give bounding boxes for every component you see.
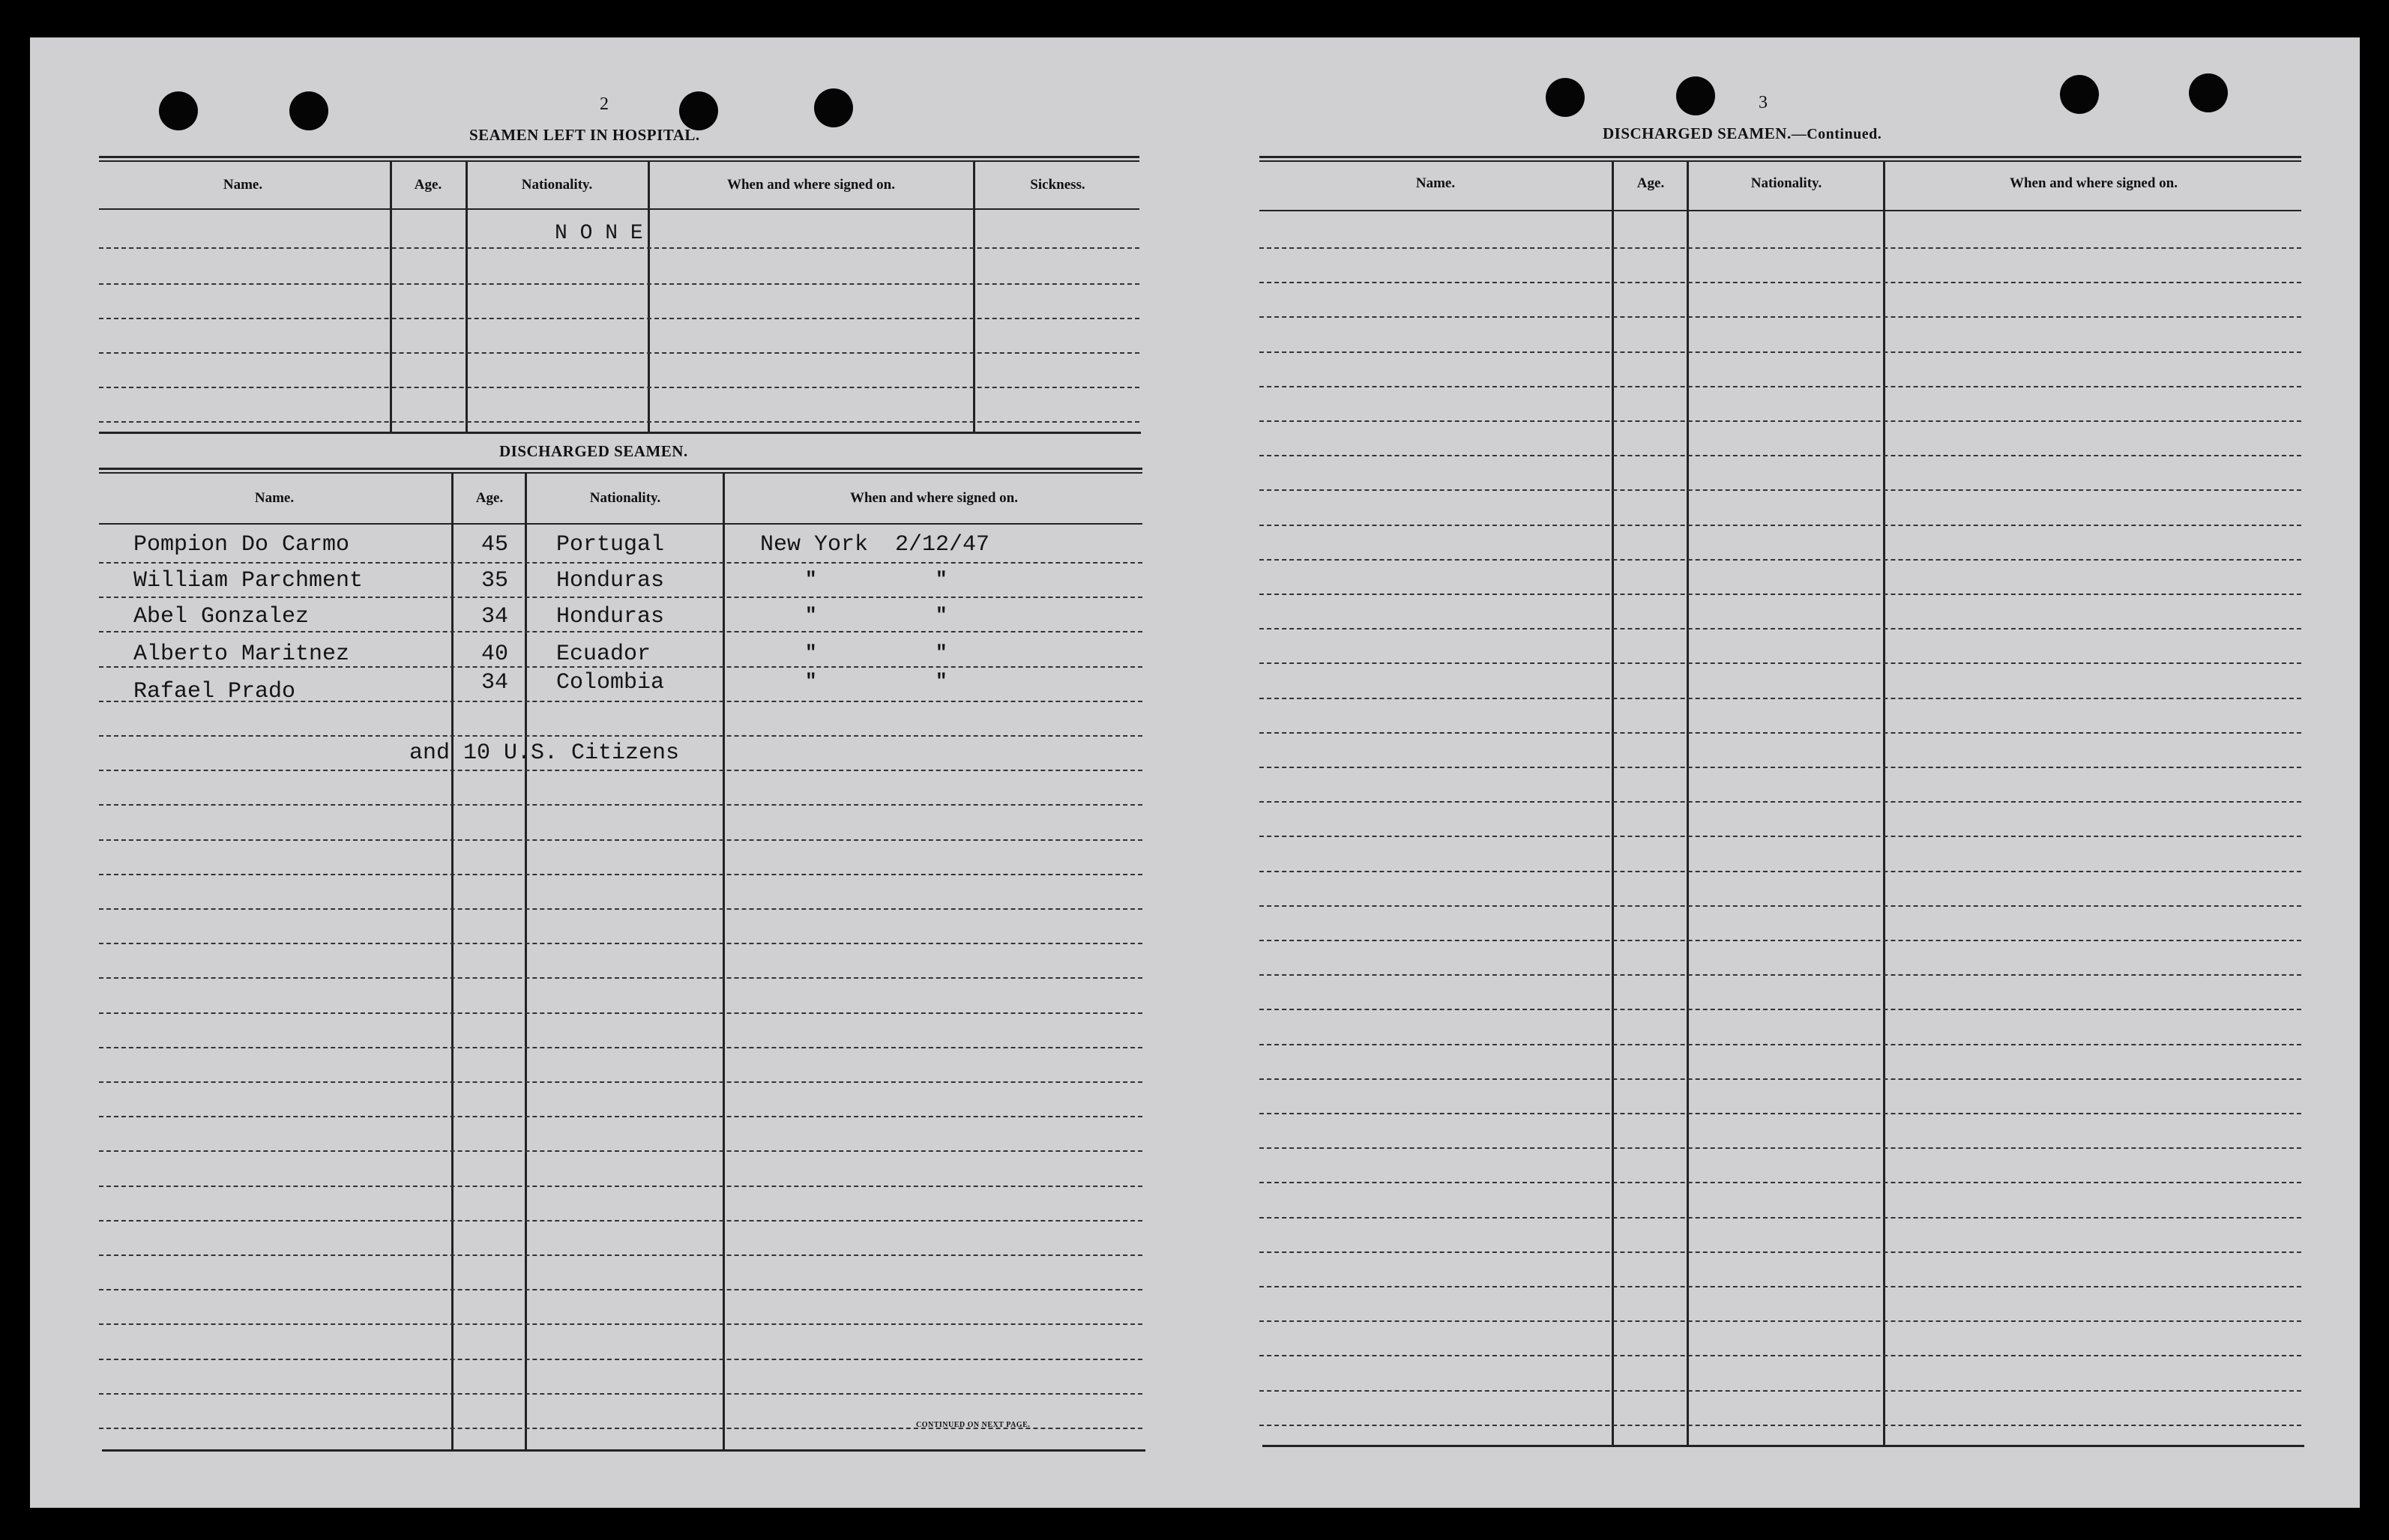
row-rule <box>1259 1113 2301 1114</box>
row-rule <box>99 562 1142 564</box>
row-rule <box>1259 1251 2301 1253</box>
row-rule <box>99 1047 1142 1048</box>
row-rule <box>1259 1078 2301 1080</box>
row-rule <box>99 1359 1142 1360</box>
discharged-continued-title: DISCHARGED SEAMEN.—Continued. <box>1603 124 1882 142</box>
punch-hole-icon <box>159 91 198 130</box>
row-rule <box>99 770 1142 771</box>
seaman-name: Pompion Do Carmo <box>133 532 350 558</box>
continued-header-signed-on: When and where signed on. <box>2009 175 2178 191</box>
ditto-mark-date: " <box>936 604 948 626</box>
hospital-header-age: Age. <box>414 177 442 193</box>
seaman-name: Abel Gonzalez <box>133 604 310 629</box>
row-rule <box>1259 455 2301 456</box>
row-rule <box>1259 1182 2301 1183</box>
discharged-header-signed-on: When and where signed on. <box>849 490 1018 506</box>
row-rule <box>1259 1009 2301 1010</box>
continued-header-nationality: Nationality. <box>1750 175 1822 191</box>
ditto-mark-date: " <box>936 568 948 591</box>
continued-footer: CONTINUED ON NEXT PAGE. <box>916 1421 1031 1429</box>
row-rule <box>99 1012 1142 1014</box>
row-rule <box>1259 662 2301 664</box>
row-rule <box>1259 1425 2301 1426</box>
row-rule <box>99 839 1142 841</box>
hospital-header-nationality: Nationality. <box>521 177 593 193</box>
discharged-header-age: Age. <box>475 490 504 506</box>
hospital-section-title: SEAMEN LEFT IN HOSPITAL. <box>469 126 700 144</box>
row-rule <box>1259 1320 2301 1322</box>
discharged-header-nationality: Nationality. <box>589 490 661 506</box>
hospital-header-signed-on: When and where signed on. <box>726 177 895 193</box>
row-rule <box>1259 871 2301 872</box>
row-rule <box>1259 247 2301 249</box>
page-number-right: 3 <box>1759 93 1768 112</box>
row-rule <box>99 1081 1142 1083</box>
seaman-nationality: Honduras <box>556 568 665 594</box>
row-rule <box>99 1186 1142 1187</box>
row-rule <box>1259 732 2301 734</box>
row-rule <box>1259 559 2301 561</box>
row-rule <box>1259 489 2301 491</box>
ditto-mark-place: " <box>805 604 817 626</box>
row-rule <box>1259 1147 2301 1149</box>
row-rule <box>1259 420 2301 422</box>
continued-header-age: Age. <box>1636 175 1665 191</box>
row-rule <box>1259 1355 2301 1356</box>
ditto-mark-date: " <box>936 670 948 692</box>
row-rule <box>99 1323 1142 1325</box>
row-rule <box>99 943 1142 944</box>
seaman-age: 40 <box>481 641 509 667</box>
row-rule <box>99 908 1142 910</box>
row-rule <box>99 1220 1142 1222</box>
row-rule <box>99 735 1142 737</box>
punch-hole-icon <box>814 88 853 127</box>
discharged-section-title: DISCHARGED SEAMEN. <box>499 442 688 460</box>
row-rule <box>99 874 1142 875</box>
row-rule <box>99 631 1142 632</box>
row-rule <box>1259 1217 2301 1219</box>
seaman-age: 45 <box>481 532 509 558</box>
punch-hole-icon <box>289 91 328 130</box>
row-rule <box>1259 974 2301 976</box>
row-rule <box>1259 767 2301 768</box>
hospital-header-sickness: Sickness. <box>1030 177 1085 193</box>
continued-header-name: Name. <box>1415 175 1456 191</box>
row-rule <box>99 1150 1142 1152</box>
ditto-mark-place: " <box>805 670 817 692</box>
row-rule <box>1259 905 2301 907</box>
seaman-nationality: Colombia <box>556 670 665 695</box>
row-rule <box>99 1393 1142 1395</box>
hospital-none-entry: N O N E <box>555 222 643 245</box>
seaman-name: Rafael Prado <box>133 679 296 704</box>
row-rule <box>1259 940 2301 941</box>
seaman-nationality: Portugal <box>556 532 665 558</box>
seaman-age: 35 <box>481 568 509 594</box>
seaman-signed-on: New York 2/12/47 <box>760 532 990 558</box>
punch-hole-icon <box>2060 75 2099 114</box>
punch-hole-icon <box>2189 73 2228 112</box>
row-rule <box>99 977 1142 979</box>
row-rule <box>1259 282 2301 283</box>
discharged-header-name: Name. <box>254 490 295 506</box>
row-rule <box>1259 1286 2301 1287</box>
punch-hole-icon <box>1546 78 1585 117</box>
row-rule <box>1259 698 2301 699</box>
row-rule <box>1259 836 2301 837</box>
row-rule <box>99 1289 1142 1290</box>
row-rule <box>1259 801 2301 803</box>
row-rule <box>1259 386 2301 387</box>
ditto-mark-place: " <box>805 641 817 664</box>
seaman-nationality: Honduras <box>556 604 665 629</box>
punch-hole-icon <box>1676 76 1715 115</box>
row-rule <box>99 1254 1142 1256</box>
row-rule <box>1259 1390 2301 1392</box>
row-rule <box>1259 316 2301 318</box>
punch-hole-icon <box>679 91 718 130</box>
row-rule <box>99 804 1142 806</box>
hospital-header-name: Name. <box>223 177 263 193</box>
ditto-mark-place: " <box>805 568 817 591</box>
ditto-mark-date: " <box>936 641 948 664</box>
row-rule <box>1259 525 2301 526</box>
seaman-name: William Parchment <box>133 568 364 594</box>
citizens-note: and 10 U.S. Citizens <box>409 740 680 766</box>
row-rule <box>99 1116 1142 1117</box>
row-rule <box>99 597 1142 598</box>
seaman-nationality: Ecuador <box>556 641 651 667</box>
row-rule <box>1259 351 2301 353</box>
row-rule <box>1259 1044 2301 1045</box>
seaman-age: 34 <box>481 604 509 629</box>
row-rule <box>1259 628 2301 629</box>
seaman-name: Alberto Maritnez <box>133 641 350 667</box>
document-sheet <box>30 37 2360 1508</box>
row-rule <box>1259 594 2301 595</box>
hospital-top-rule <box>99 156 1139 158</box>
seaman-age: 34 <box>481 670 509 695</box>
page-number-left: 2 <box>600 94 609 114</box>
